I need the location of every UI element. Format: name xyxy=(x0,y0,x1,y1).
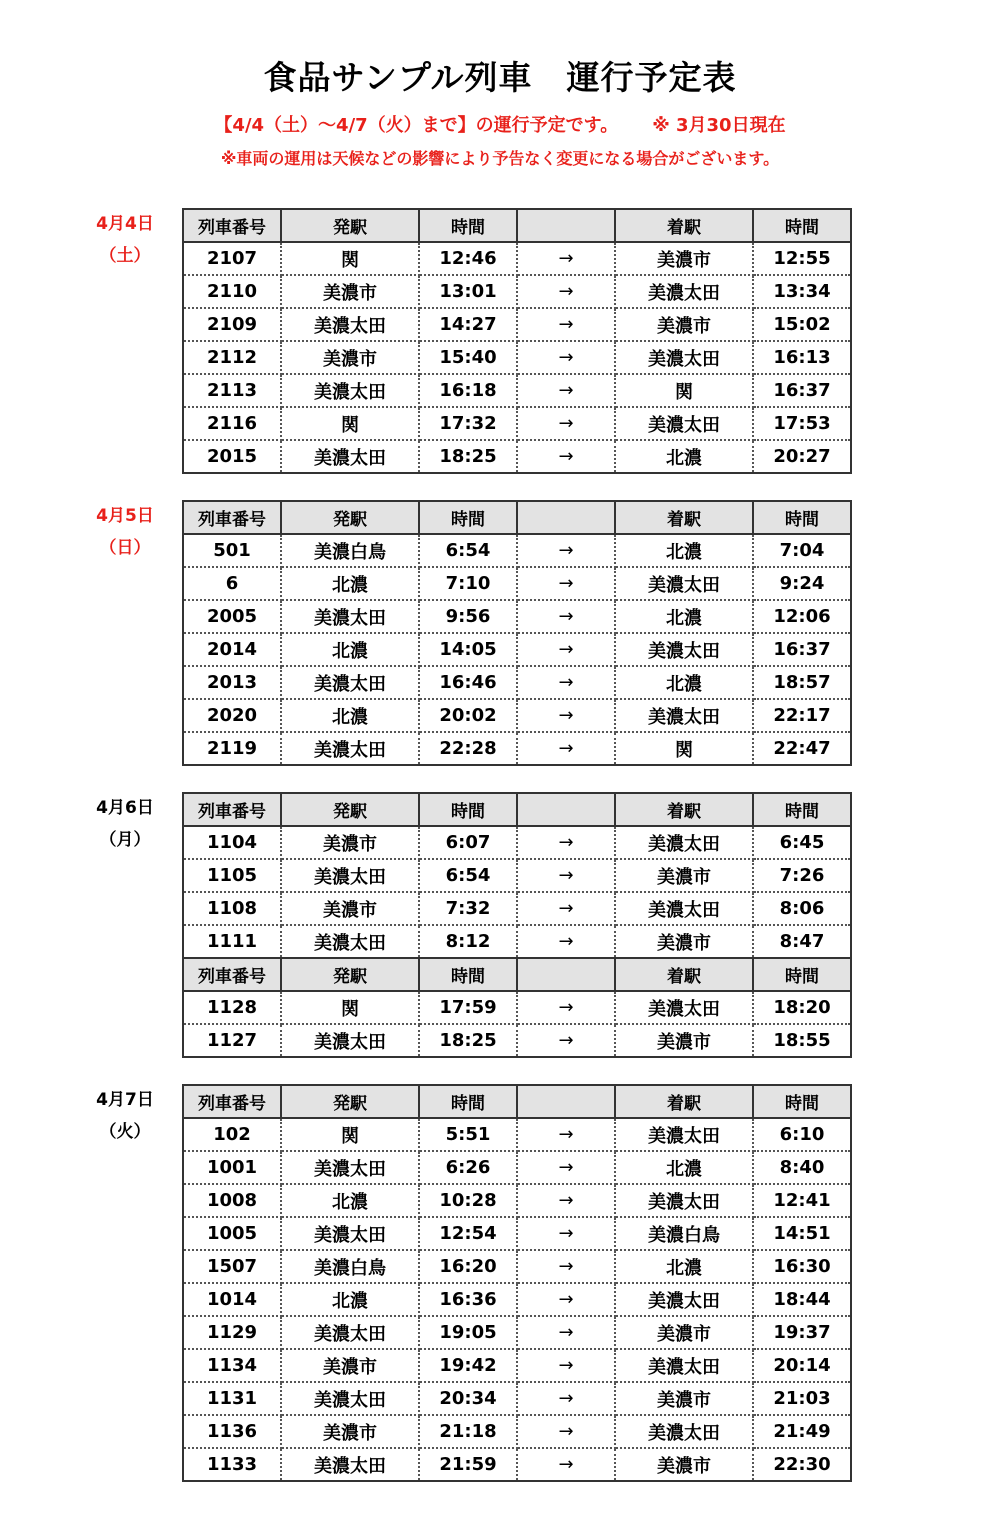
departure-station: 美濃太田 xyxy=(281,1217,419,1250)
departure-time: 10:28 xyxy=(419,1184,517,1217)
arrow-icon: → xyxy=(517,633,615,666)
arrival-station: 美濃太田 xyxy=(615,1349,753,1382)
arrival-time: 20:27 xyxy=(753,440,851,473)
train-number: 2005 xyxy=(183,600,281,633)
arrival-station: 美濃市 xyxy=(615,1382,753,1415)
arrow-icon: → xyxy=(517,1217,615,1250)
table-row xyxy=(183,859,851,892)
column-header-departure-time: 時間 xyxy=(419,501,517,534)
disclaimer: ※車両の運用は天候などの影響により予告なく変更になる場合がございます。 xyxy=(220,149,780,168)
train-number: 1108 xyxy=(183,892,281,925)
arrival-time: 18:44 xyxy=(753,1283,851,1316)
column-header-departure-time: 時間 xyxy=(419,793,517,826)
arrival-station: 美濃市 xyxy=(615,925,753,958)
departure-station: 美濃市 xyxy=(281,826,419,859)
departure-station: 美濃太田 xyxy=(281,732,419,765)
column-header-departure-station: 発駅 xyxy=(281,1085,419,1118)
table-row xyxy=(183,1283,851,1316)
arrival-time: 20:14 xyxy=(753,1349,851,1382)
column-header-arrival-station: 着駅 xyxy=(615,958,753,991)
departure-time: 20:34 xyxy=(419,1382,517,1415)
departure-station: 北濃 xyxy=(281,699,419,732)
table-row xyxy=(183,699,851,732)
train-number: 6 xyxy=(183,567,281,600)
arrival-time: 18:57 xyxy=(753,666,851,699)
table-row xyxy=(183,732,851,765)
column-header-arrow xyxy=(517,501,615,534)
departure-station: 美濃太田 xyxy=(281,1024,419,1057)
departure-station: 美濃太田 xyxy=(281,666,419,699)
departure-time: 16:18 xyxy=(419,374,517,407)
arrival-time: 12:06 xyxy=(753,600,851,633)
departure-station: 美濃太田 xyxy=(281,1316,419,1349)
period-text: 【4/4（土）～4/7（火）まで】の運行予定です。 xyxy=(214,115,619,136)
arrival-time: 7:04 xyxy=(753,534,851,567)
arrow-icon: → xyxy=(517,1448,615,1481)
table-row xyxy=(183,1349,851,1382)
departure-time: 6:54 xyxy=(419,534,517,567)
table-row xyxy=(183,534,851,567)
table-row xyxy=(183,1250,851,1283)
column-header-train-number: 列車番号 xyxy=(183,793,281,826)
arrival-time: 22:47 xyxy=(753,732,851,765)
column-header-arrival-station: 着駅 xyxy=(615,1085,753,1118)
column-header-train-number: 列車番号 xyxy=(183,958,281,991)
day-label xyxy=(80,792,170,856)
train-number: 1014 xyxy=(183,1283,281,1316)
column-header-departure-time: 時間 xyxy=(419,1085,517,1118)
timetable xyxy=(182,792,852,1058)
table-row xyxy=(183,567,851,600)
arrival-station: 美濃市 xyxy=(615,1024,753,1057)
arrival-time: 6:45 xyxy=(753,826,851,859)
arrow-icon: → xyxy=(517,1415,615,1448)
arrival-station: 美濃太田 xyxy=(615,407,753,440)
column-header-arrival-station: 着駅 xyxy=(615,793,753,826)
departure-time: 7:10 xyxy=(419,567,517,600)
departure-time: 13:01 xyxy=(419,275,517,308)
table-row xyxy=(183,1217,851,1250)
arrival-station: 美濃太田 xyxy=(615,1184,753,1217)
day-label xyxy=(80,500,170,564)
departure-station: 美濃太田 xyxy=(281,1448,419,1481)
day-date: 4月4日 xyxy=(96,214,154,234)
table-row xyxy=(183,341,851,374)
table-row xyxy=(183,275,851,308)
departure-station: 美濃太田 xyxy=(281,925,419,958)
departure-time: 9:56 xyxy=(419,600,517,633)
arrow-icon: → xyxy=(517,1349,615,1382)
train-number: 1507 xyxy=(183,1250,281,1283)
arrival-station: 美濃市 xyxy=(615,1448,753,1481)
train-number: 2107 xyxy=(183,242,281,275)
arrival-station: 美濃太田 xyxy=(615,275,753,308)
column-header-arrival-time: 時間 xyxy=(753,501,851,534)
train-number: 1129 xyxy=(183,1316,281,1349)
train-number: 1111 xyxy=(183,925,281,958)
arrival-station: 北濃 xyxy=(615,600,753,633)
table-row xyxy=(183,1415,851,1448)
arrow-icon: → xyxy=(517,275,615,308)
arrival-station: 美濃市 xyxy=(615,1316,753,1349)
arrow-icon: → xyxy=(517,925,615,958)
train-number: 2112 xyxy=(183,341,281,374)
train-number: 1001 xyxy=(183,1151,281,1184)
departure-station: 関 xyxy=(281,242,419,275)
day-label xyxy=(80,208,170,272)
arrow-icon: → xyxy=(517,341,615,374)
departure-time: 16:20 xyxy=(419,1250,517,1283)
arrival-time: 15:02 xyxy=(753,308,851,341)
column-header-departure-station: 発駅 xyxy=(281,501,419,534)
arrival-station: 関 xyxy=(615,374,753,407)
departure-station: 美濃太田 xyxy=(281,308,419,341)
departure-time: 17:59 xyxy=(419,991,517,1024)
train-number: 1127 xyxy=(183,1024,281,1057)
train-number: 2109 xyxy=(183,308,281,341)
departure-station: 北濃 xyxy=(281,567,419,600)
arrow-icon: → xyxy=(517,407,615,440)
arrow-icon: → xyxy=(517,991,615,1024)
column-header-arrow xyxy=(517,958,615,991)
arrival-station: 美濃太田 xyxy=(615,1415,753,1448)
arrow-icon: → xyxy=(517,374,615,407)
arrival-time: 7:26 xyxy=(753,859,851,892)
as-of-text: ※ 3月30日現在 xyxy=(652,115,786,136)
departure-station: 美濃太田 xyxy=(281,374,419,407)
arrival-time: 17:53 xyxy=(753,407,851,440)
departure-station: 美濃白鳥 xyxy=(281,1250,419,1283)
arrow-icon: → xyxy=(517,567,615,600)
departure-time: 16:36 xyxy=(419,1283,517,1316)
table-row xyxy=(183,1024,851,1057)
departure-time: 18:25 xyxy=(419,1024,517,1057)
arrival-time: 21:49 xyxy=(753,1415,851,1448)
departure-station: 美濃市 xyxy=(281,1415,419,1448)
departure-time: 14:05 xyxy=(419,633,517,666)
departure-station: 美濃太田 xyxy=(281,440,419,473)
train-number: 1105 xyxy=(183,859,281,892)
train-number: 2116 xyxy=(183,407,281,440)
arrival-time: 22:30 xyxy=(753,1448,851,1481)
column-header-departure-station: 発駅 xyxy=(281,958,419,991)
arrow-icon: → xyxy=(517,699,615,732)
arrival-station: 美濃太田 xyxy=(615,892,753,925)
arrival-time: 16:37 xyxy=(753,633,851,666)
table-row xyxy=(183,826,851,859)
table-row xyxy=(183,440,851,473)
column-header-departure-station: 発駅 xyxy=(281,209,419,242)
arrow-icon: → xyxy=(517,859,615,892)
arrival-station: 美濃太田 xyxy=(615,633,753,666)
table-row xyxy=(183,925,851,958)
departure-station: 北濃 xyxy=(281,1184,419,1217)
table-row xyxy=(183,892,851,925)
arrival-station: 美濃太田 xyxy=(615,699,753,732)
column-header-train-number: 列車番号 xyxy=(183,1085,281,1118)
departure-time: 21:18 xyxy=(419,1415,517,1448)
day-date: 4月7日 xyxy=(96,1090,154,1110)
day-date: 4月5日 xyxy=(96,506,154,526)
day-label xyxy=(80,1084,170,1148)
arrow-icon: → xyxy=(517,1283,615,1316)
arrow-icon: → xyxy=(517,732,615,765)
table-row xyxy=(183,1448,851,1481)
arrival-time: 8:06 xyxy=(753,892,851,925)
arrival-station: 美濃太田 xyxy=(615,826,753,859)
train-number: 1104 xyxy=(183,826,281,859)
departure-station: 美濃太田 xyxy=(281,1151,419,1184)
arrival-station: 美濃市 xyxy=(615,859,753,892)
table-row xyxy=(183,666,851,699)
departure-station: 美濃市 xyxy=(281,275,419,308)
arrival-station: 美濃市 xyxy=(615,242,753,275)
table-row xyxy=(183,308,851,341)
arrival-time: 8:47 xyxy=(753,925,851,958)
table-row xyxy=(183,1382,851,1415)
table-row xyxy=(183,242,851,275)
arrival-station: 北濃 xyxy=(615,1250,753,1283)
column-header-arrival-time: 時間 xyxy=(753,958,851,991)
train-number: 501 xyxy=(183,534,281,567)
departure-time: 22:28 xyxy=(419,732,517,765)
title-sub: 運行予定表 xyxy=(566,58,737,97)
timetable xyxy=(182,208,852,474)
column-header-departure-station: 発駅 xyxy=(281,793,419,826)
arrow-icon: → xyxy=(517,1024,615,1057)
arrow-icon: → xyxy=(517,1118,615,1151)
departure-station: 美濃太田 xyxy=(281,859,419,892)
period-notice xyxy=(0,111,1000,137)
arrival-station: 美濃太田 xyxy=(615,991,753,1024)
departure-station: 関 xyxy=(281,407,419,440)
timetable xyxy=(182,1084,852,1482)
arrival-time: 18:20 xyxy=(753,991,851,1024)
departure-time: 12:46 xyxy=(419,242,517,275)
departure-time: 6:26 xyxy=(419,1151,517,1184)
arrival-time: 18:55 xyxy=(753,1024,851,1057)
arrival-station: 関 xyxy=(615,732,753,765)
arrow-icon: → xyxy=(517,892,615,925)
departure-time: 18:25 xyxy=(419,440,517,473)
column-header-arrival-time: 時間 xyxy=(753,1085,851,1118)
arrival-time: 16:30 xyxy=(753,1250,851,1283)
arrival-time: 22:17 xyxy=(753,699,851,732)
train-number: 2014 xyxy=(183,633,281,666)
column-header-arrival-station: 着駅 xyxy=(615,501,753,534)
departure-time: 8:12 xyxy=(419,925,517,958)
arrow-icon: → xyxy=(517,1151,615,1184)
day-weekday: （月） xyxy=(99,830,151,850)
arrow-icon: → xyxy=(517,666,615,699)
departure-time: 19:05 xyxy=(419,1316,517,1349)
departure-time: 21:59 xyxy=(419,1448,517,1481)
table-header-row xyxy=(183,1085,851,1118)
table-row xyxy=(183,407,851,440)
departure-time: 5:51 xyxy=(419,1118,517,1151)
departure-time: 14:27 xyxy=(419,308,517,341)
column-header-arrow xyxy=(517,209,615,242)
arrow-icon: → xyxy=(517,1184,615,1217)
arrival-time: 16:13 xyxy=(753,341,851,374)
column-header-departure-time: 時間 xyxy=(419,958,517,991)
arrow-icon: → xyxy=(517,440,615,473)
departure-time: 20:02 xyxy=(419,699,517,732)
arrival-station: 美濃太田 xyxy=(615,341,753,374)
arrival-station: 美濃市 xyxy=(615,308,753,341)
departure-station: 北濃 xyxy=(281,1283,419,1316)
departure-station: 関 xyxy=(281,1118,419,1151)
day-date: 4月6日 xyxy=(96,798,154,818)
arrival-time: 9:24 xyxy=(753,567,851,600)
arrival-station: 北濃 xyxy=(615,440,753,473)
arrival-time: 13:34 xyxy=(753,275,851,308)
title-main: 食品サンプル列車 xyxy=(263,58,533,97)
column-header-departure-time: 時間 xyxy=(419,209,517,242)
table-header-row xyxy=(183,793,851,826)
table-row xyxy=(183,1184,851,1217)
arrow-icon: → xyxy=(517,1382,615,1415)
table-header-row xyxy=(183,501,851,534)
table-row xyxy=(183,1118,851,1151)
day-weekday: （土） xyxy=(99,246,151,266)
table-row xyxy=(183,633,851,666)
arrival-time: 16:37 xyxy=(753,374,851,407)
arrival-time: 12:41 xyxy=(753,1184,851,1217)
train-number: 2113 xyxy=(183,374,281,407)
train-number: 2110 xyxy=(183,275,281,308)
arrival-station: 北濃 xyxy=(615,534,753,567)
train-number: 1133 xyxy=(183,1448,281,1481)
departure-station: 北濃 xyxy=(281,633,419,666)
column-header-arrival-time: 時間 xyxy=(753,209,851,242)
train-number: 2013 xyxy=(183,666,281,699)
arrow-icon: → xyxy=(517,242,615,275)
table-header-row xyxy=(183,958,851,991)
arrow-icon: → xyxy=(517,1250,615,1283)
table-row xyxy=(183,991,851,1024)
train-number: 1131 xyxy=(183,1382,281,1415)
departure-station: 美濃太田 xyxy=(281,600,419,633)
departure-time: 6:07 xyxy=(419,826,517,859)
train-number: 1005 xyxy=(183,1217,281,1250)
train-number: 1134 xyxy=(183,1349,281,1382)
departure-time: 15:40 xyxy=(419,341,517,374)
train-number: 2015 xyxy=(183,440,281,473)
column-header-arrival-time: 時間 xyxy=(753,793,851,826)
column-header-arrow xyxy=(517,1085,615,1118)
arrival-station: 美濃太田 xyxy=(615,1118,753,1151)
train-number: 1128 xyxy=(183,991,281,1024)
table-row xyxy=(183,1151,851,1184)
table-row xyxy=(183,1316,851,1349)
day-weekday: （火） xyxy=(99,1122,151,1142)
page-title xyxy=(0,52,1000,99)
departure-station: 美濃白鳥 xyxy=(281,534,419,567)
departure-time: 19:42 xyxy=(419,1349,517,1382)
column-header-train-number: 列車番号 xyxy=(183,501,281,534)
arrival-station: 美濃白鳥 xyxy=(615,1217,753,1250)
departure-time: 16:46 xyxy=(419,666,517,699)
arrival-time: 6:10 xyxy=(753,1118,851,1151)
departure-time: 12:54 xyxy=(419,1217,517,1250)
arrow-icon: → xyxy=(517,826,615,859)
timetable xyxy=(182,500,852,766)
arrival-time: 12:55 xyxy=(753,242,851,275)
departure-station: 美濃市 xyxy=(281,1349,419,1382)
arrival-time: 8:40 xyxy=(753,1151,851,1184)
train-number: 2119 xyxy=(183,732,281,765)
arrival-station: 北濃 xyxy=(615,666,753,699)
arrival-time: 21:03 xyxy=(753,1382,851,1415)
column-header-train-number: 列車番号 xyxy=(183,209,281,242)
arrow-icon: → xyxy=(517,534,615,567)
departure-time: 6:54 xyxy=(419,859,517,892)
table-row xyxy=(183,374,851,407)
train-number: 2020 xyxy=(183,699,281,732)
arrival-station: 美濃太田 xyxy=(615,1283,753,1316)
train-number: 102 xyxy=(183,1118,281,1151)
departure-station: 美濃太田 xyxy=(281,1382,419,1415)
arrow-icon: → xyxy=(517,308,615,341)
departure-station: 美濃市 xyxy=(281,892,419,925)
column-header-arrow xyxy=(517,793,615,826)
departure-time: 17:32 xyxy=(419,407,517,440)
train-number: 1136 xyxy=(183,1415,281,1448)
arrow-icon: → xyxy=(517,600,615,633)
departure-time: 7:32 xyxy=(419,892,517,925)
arrival-time: 14:51 xyxy=(753,1217,851,1250)
departure-station: 美濃市 xyxy=(281,341,419,374)
arrival-station: 美濃太田 xyxy=(615,567,753,600)
table-header-row xyxy=(183,209,851,242)
day-weekday: （日） xyxy=(99,538,151,558)
table-row xyxy=(183,600,851,633)
column-header-arrival-station: 着駅 xyxy=(615,209,753,242)
departure-station: 関 xyxy=(281,991,419,1024)
train-number: 1008 xyxy=(183,1184,281,1217)
arrow-icon: → xyxy=(517,1316,615,1349)
arrival-station: 北濃 xyxy=(615,1151,753,1184)
arrival-time: 19:37 xyxy=(753,1316,851,1349)
